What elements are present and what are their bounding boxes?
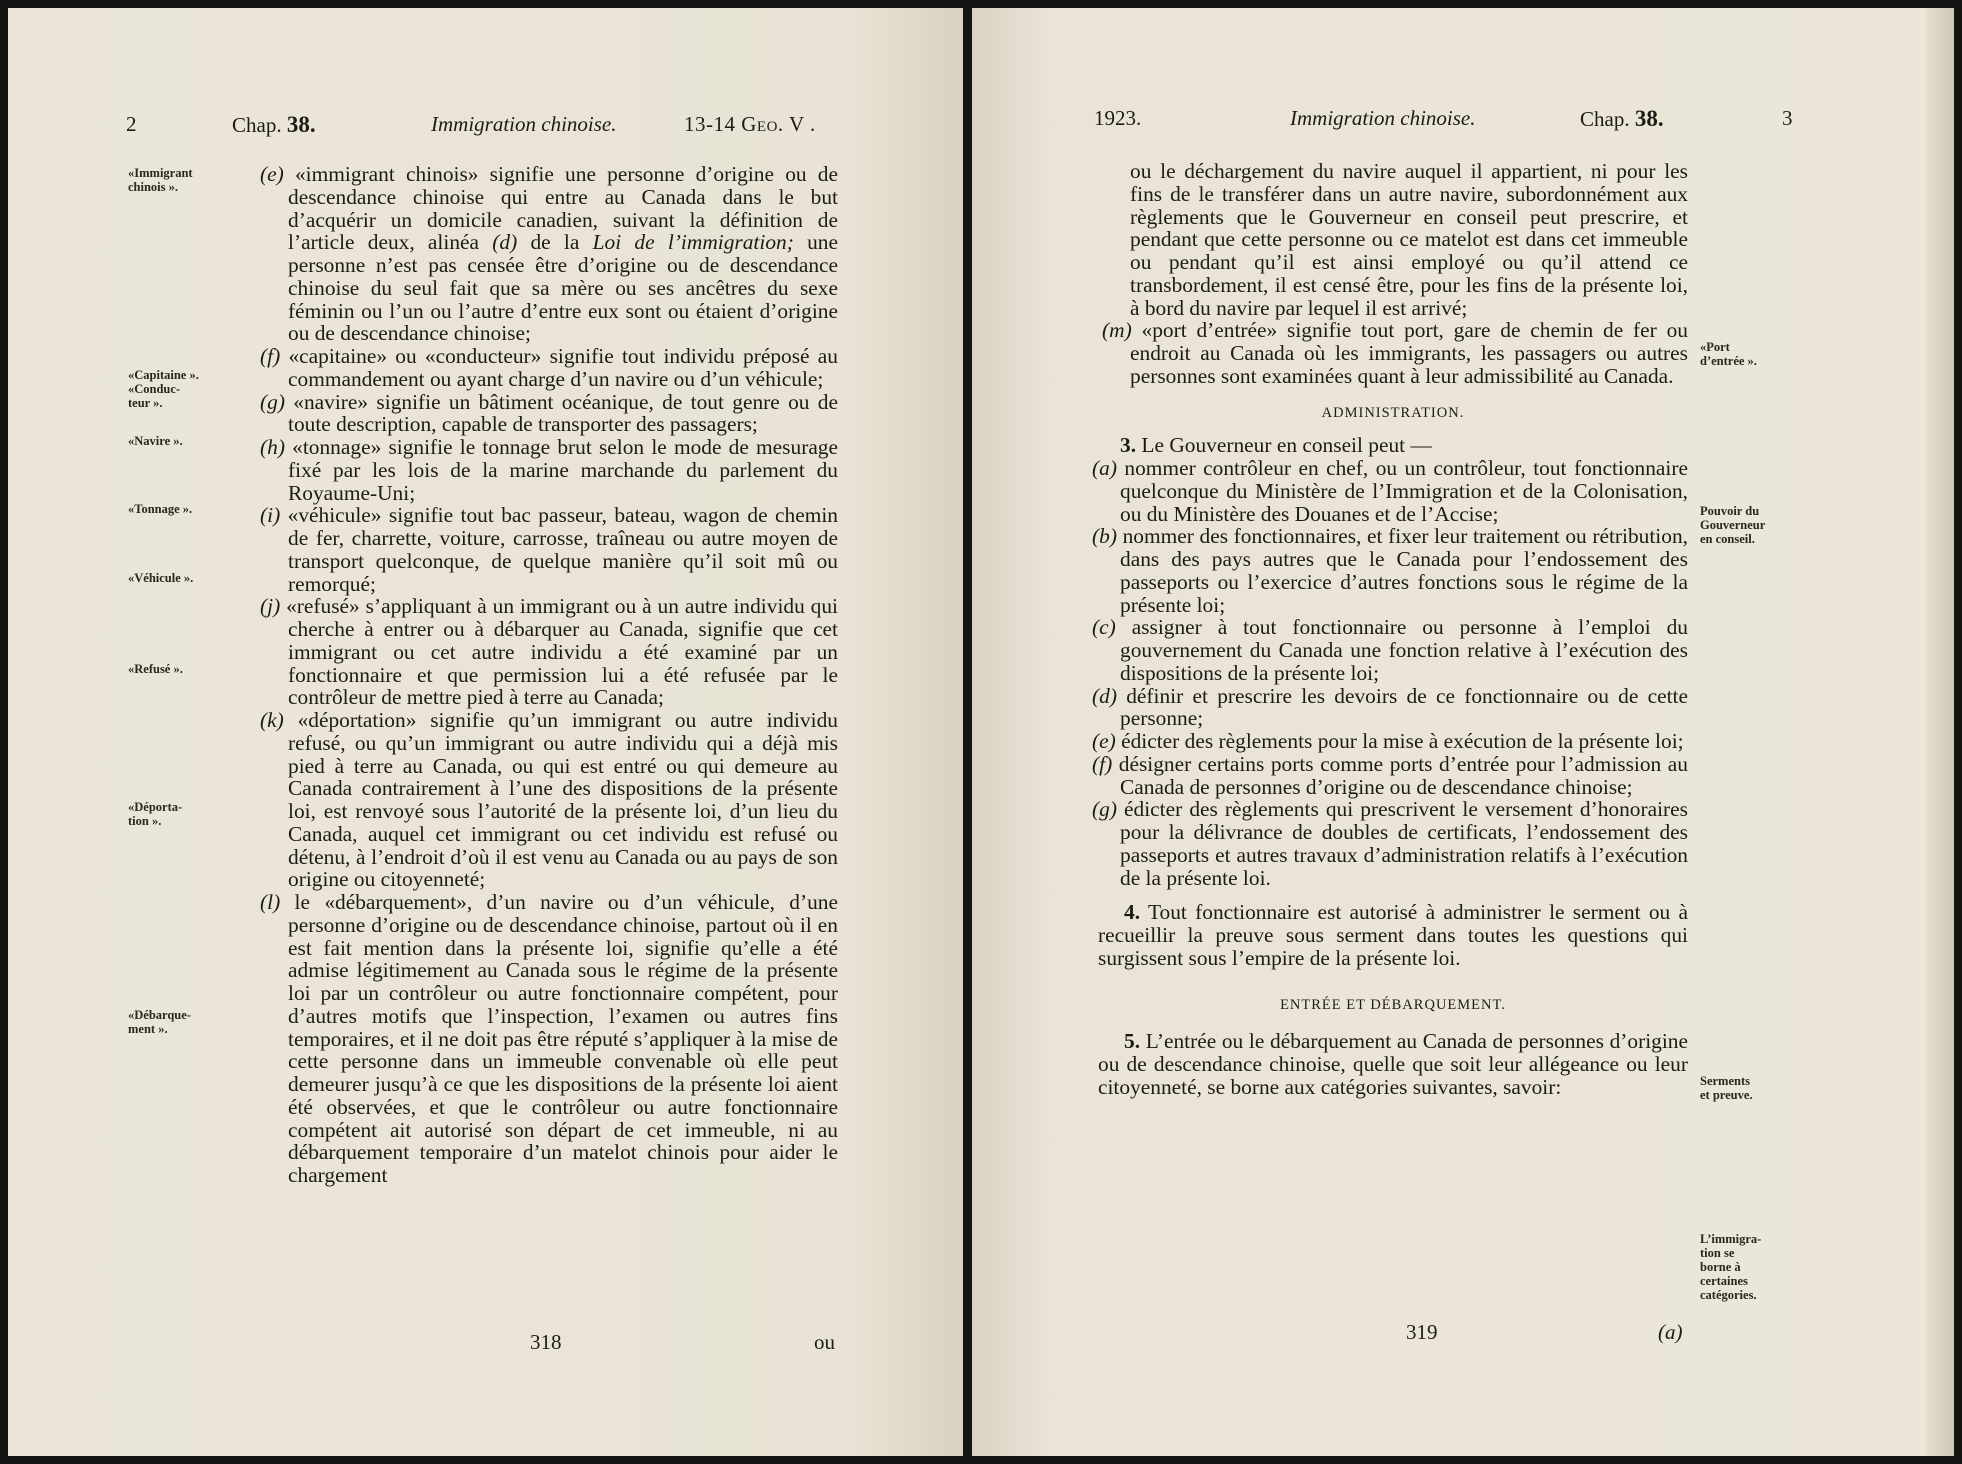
section-3-lead-text: Le Gouverneur en conseil peut — — [1141, 433, 1432, 458]
item-letter: (e) — [1092, 729, 1116, 753]
section-3-item — [1092, 751, 1688, 799]
item-letter: (d) — [1092, 683, 1117, 708]
margin-note-refuse: «Refusé ». — [128, 662, 183, 676]
section-3-item-text: édicter des règlements qui prescrivent le versement d’honoraires pour la délivrance de doubles de certificats, l’endossement des passeports et autres travaux d’administration relatifs à l’exécution de la présente loi. — [1120, 797, 1688, 890]
definition-l — [260, 891, 838, 1187]
definition-e-end: une personne n’est pas censée être d’origine ou de descendance chinoise du seul fait que sa mère ou ses ancêtres du sexe féminin ou l’un ou l’autre d’entre eux sont ou étaient d’origine ou de descendance chinoise; — [288, 230, 838, 346]
right-catchword: (a) — [1658, 1320, 1683, 1344]
definition-i — [260, 504, 838, 595]
section-5-text: L’entrée ou le débarquement au Canada de personnes d’origine ou de descendance chinoise, quelle que soit leur allégeance ou leur citoyenneté, se borne aux catégories suivantes, savoir: — [1098, 1029, 1688, 1099]
section-3-item — [1092, 729, 1688, 753]
definition-e-law: Loi de l’immigration; — [592, 230, 794, 255]
section-3-item — [1092, 456, 1688, 526]
section-3-item-text: désigner certains ports comme ports d’entrée pour l’admission au Canada de personnes d’origine ou de descendance chinoise; — [1118, 751, 1688, 799]
section-3-item — [1092, 797, 1688, 890]
right-year: 1923. — [1094, 106, 1142, 130]
left-folio: 318 — [530, 1330, 562, 1354]
left-chap-label — [232, 112, 316, 138]
margin-note-navire: «Navire ». — [128, 434, 183, 448]
definition-j-text: «refusé» s’appliquant à un immigrant ou à un autre individu qui cherche à entrer ou à débarquer au Canada, signifie que cet immigrant ou cet autre individu a été examiné par un fonctionnaire et que permission lui a été refusée par le contrôleur de mettre pied à terre au Canada; — [286, 594, 838, 710]
section-3-item — [1092, 683, 1688, 731]
left-page-number: 2 — [126, 112, 137, 136]
section-4 — [1098, 901, 1688, 969]
definition-i-text: «véhicule» signifie tout bac passeur, bateau, wagon de chemin de fer, charrette, voiture, carrosse, traîneau ou autre moyen de transport quelconque, de quelque manière qu’il soit mû ou remorqué; — [287, 503, 838, 596]
item-letter-l: (l) — [260, 890, 281, 914]
section-3-item-text: assigner à tout fonctionnaire ou personne à l’emploi du gouvernement du Canada une fonction relative à l’exécution des dispositions de la présente loi; — [1120, 615, 1688, 685]
margin-note-deportation: «Déporta- tion ». — [128, 800, 183, 828]
continuation-text: ou le déchargement du navire auquel il appartient, ni pour les fins de le transférer dans un autre navire, subordonnément aux règlements que le Gouverneur en conseil peut prescrire, et pendant que cette personne ou ce matelot est dans cet immeuble ou pendant qu’il est ainsi employé ou qu’il attend ce transbordement, il est censé être, pour les fins de la présente loi, à bord du navire par lequel il est arrivé; — [1130, 159, 1688, 320]
section-4-number: 4. — [1124, 900, 1141, 925]
item-letter: (c) — [1092, 615, 1116, 640]
definition-j — [260, 595, 838, 709]
definition-m-text: «port d’entrée» signifie tout port, gare de chemin de fer ou endroit au Canada où les immigrants, les passagers ou autres personnes sont examinées quant à leur admissibilité au Canada. — [1130, 318, 1688, 388]
item-letter: (f) — [1092, 751, 1113, 776]
section-3-lead — [1098, 434, 1688, 457]
left-body-text — [260, 163, 838, 1187]
definition-e-mid: de la — [530, 230, 580, 255]
definition-g-text: «navire» signifie un bâtiment océanique, de tout genre ou de toute description, capable de transporter des passagers; — [288, 389, 838, 437]
item-letter-f: (f) — [260, 344, 281, 368]
definition-l-text: le «débarquement», d’un navire ou d’un véhicule, d’une personne d’origine ou de descendance chinoise, partout où il en est fait mention dans la présente loi, signifie qu’elle a été admise légitimement au Canada sous le régime de la présente loi par un contrôleur ou autre fonctionnaire compétent, pour d’autres motifs que l’inspection, l’examen ou autres fins temporaires, et il ne doit pas être réputé s’appliquer à la mise de cette personne dans un immeuble convenable où elle peut demeurer jusqu’à ce que les dispositions de la présente loi aient été observées, et que le contrôleur ou autre fonctionnaire compétent ait autorisé son départ de cet immeuble, ni au débarquement temporaire d’un matelot chinois pour aider le chargement — [288, 890, 838, 1187]
item-letter-j: (j) — [260, 594, 281, 619]
left-chap-number: 38. — [286, 112, 316, 137]
item-letter: (b) — [1092, 524, 1117, 549]
definition-e-text: «immigrant chinois» signifie une personne d’origine ou de descendance chinoise qui entre au Canada dans le but d’acquérir un domicile canadien, suivant la définition de l’article deux, alinéa — [288, 162, 838, 255]
right-page-number: 3 — [1782, 106, 1793, 130]
definition-h-text: «tonnage» signifie le tonnage brut selon le mode de mesurage fixé par les lois de la marine marchande du parlement du Royaume-Uni; — [288, 435, 838, 505]
item-letter-m: (m) — [1102, 318, 1132, 343]
left-page — [8, 8, 963, 1456]
right-chap-text: Chap. — [1580, 107, 1630, 131]
left-chap-text: Chap. — [232, 113, 282, 137]
margin-note-capitaine: «Capitaine ». «Conduc- teur ». — [128, 368, 199, 410]
right-chap-label — [1580, 106, 1664, 132]
margin-note-pouvoir-gouverneur: Pouvoir du Gouverneur en conseil. — [1700, 504, 1766, 546]
section-3-items — [1092, 456, 1688, 890]
left-regnal-year: 13-14 Geo. V . — [684, 112, 816, 136]
margin-note-vehicule: «Véhicule ». — [128, 571, 194, 585]
definition-m — [1098, 319, 1688, 387]
definition-k — [260, 709, 838, 891]
right-running-title: Immigration chinoise. — [1290, 106, 1476, 130]
margin-note-port-entree: «Port d’entrée ». — [1700, 340, 1757, 368]
section-3-item-text: édicter des règlements pour la mise à exécution de la présente loi; — [1121, 729, 1684, 753]
definition-h — [260, 436, 838, 504]
item-letter: (a) — [1092, 456, 1117, 480]
right-page — [972, 8, 1954, 1456]
margin-note-tonnage: «Tonnage ». — [128, 502, 193, 516]
section-5 — [1098, 1030, 1688, 1098]
right-body-text — [1092, 159, 1688, 1099]
section-3-number: 3. — [1120, 433, 1137, 458]
margin-note-serments: Serments et preuve. — [1700, 1074, 1753, 1102]
left-running-title: Immigration chinoise. — [431, 112, 617, 136]
item-letter-k: (k) — [260, 708, 284, 732]
section-3-item-text: nommer contrôleur en chef, ou un contrôleur, tout fonctionnaire quelconque du Ministère de l’Immigration et de la Colonisation, ou du Ministère des Douanes et de l’Accise; — [1120, 456, 1688, 526]
margin-note-debarquement: «Débarque- ment ». — [128, 1008, 191, 1036]
item-letter-g: (g) — [260, 389, 285, 414]
item-letter-i: (i) — [260, 503, 281, 528]
right-folio: 319 — [1406, 1320, 1438, 1344]
margin-note-immigration-categories: L’immigra- tion se borne à certaines catégories. — [1700, 1232, 1762, 1302]
item-letter-e: (e) — [260, 162, 284, 186]
section-5-number: 5. — [1124, 1029, 1141, 1054]
right-chap-number: 38. — [1634, 106, 1664, 131]
section-3-item — [1092, 615, 1688, 685]
section-3-item-text: définir et prescrire les devoirs de ce fonctionnaire ou de cette personne; — [1120, 683, 1688, 731]
item-letter: (g) — [1092, 797, 1117, 822]
definition-g — [260, 391, 838, 437]
heading-entree-debarquement: ENTRÉE ET DÉBARQUEMENT. — [1280, 996, 1506, 1013]
section-3-item — [1092, 524, 1688, 617]
margin-note-immigrant-chinois: «Immigrant chinois ». — [128, 166, 193, 194]
definition-e — [260, 163, 838, 345]
heading-administration: ADMINISTRATION. — [1321, 404, 1465, 421]
definition-f-text: «capitaine» ou «conducteur» signifie tout individu préposé au commandement ou ayant charge d’un navire ou d’un véhicule; — [288, 344, 838, 391]
section-4-text: Tout fonctionnaire est autorisé à administrer le serment ou à recueillir la preuve sous serment dans toutes les questions qui surgissent sous l’empire de la présente loi. — [1098, 900, 1688, 970]
definition-k-text: «déportation» signifie qu’un immigrant ou autre individu refusé, ou qu’un immigrant ou autre individu qui a déjà mis pied à terre au Canada, ou qui est entré ou qui demeure au Canada contrairement à l’une des dispositions de la présente loi, est renvoyé sous l’autorité de la présente loi, d’un lieu du Canada, auquel cet immigrant ou cet individu est refusé ou détenu, à l’endroit d’où il est venu au Canada ou au pays de son origine ou citoyenneté; — [288, 708, 838, 892]
definition-e-ref: (d) — [492, 230, 518, 255]
definition-f — [260, 345, 838, 391]
section-3-item-text: nommer des fonctionnaires, et fixer leur traitement ou rétribution, dans des pays autres que le Canada pour l’endossement des passeports ou l’exercice d’autres fonctions sous le régime de la présente loi; — [1120, 524, 1688, 617]
left-catchword: ou — [814, 1330, 835, 1354]
item-letter-h: (h) — [260, 435, 285, 459]
